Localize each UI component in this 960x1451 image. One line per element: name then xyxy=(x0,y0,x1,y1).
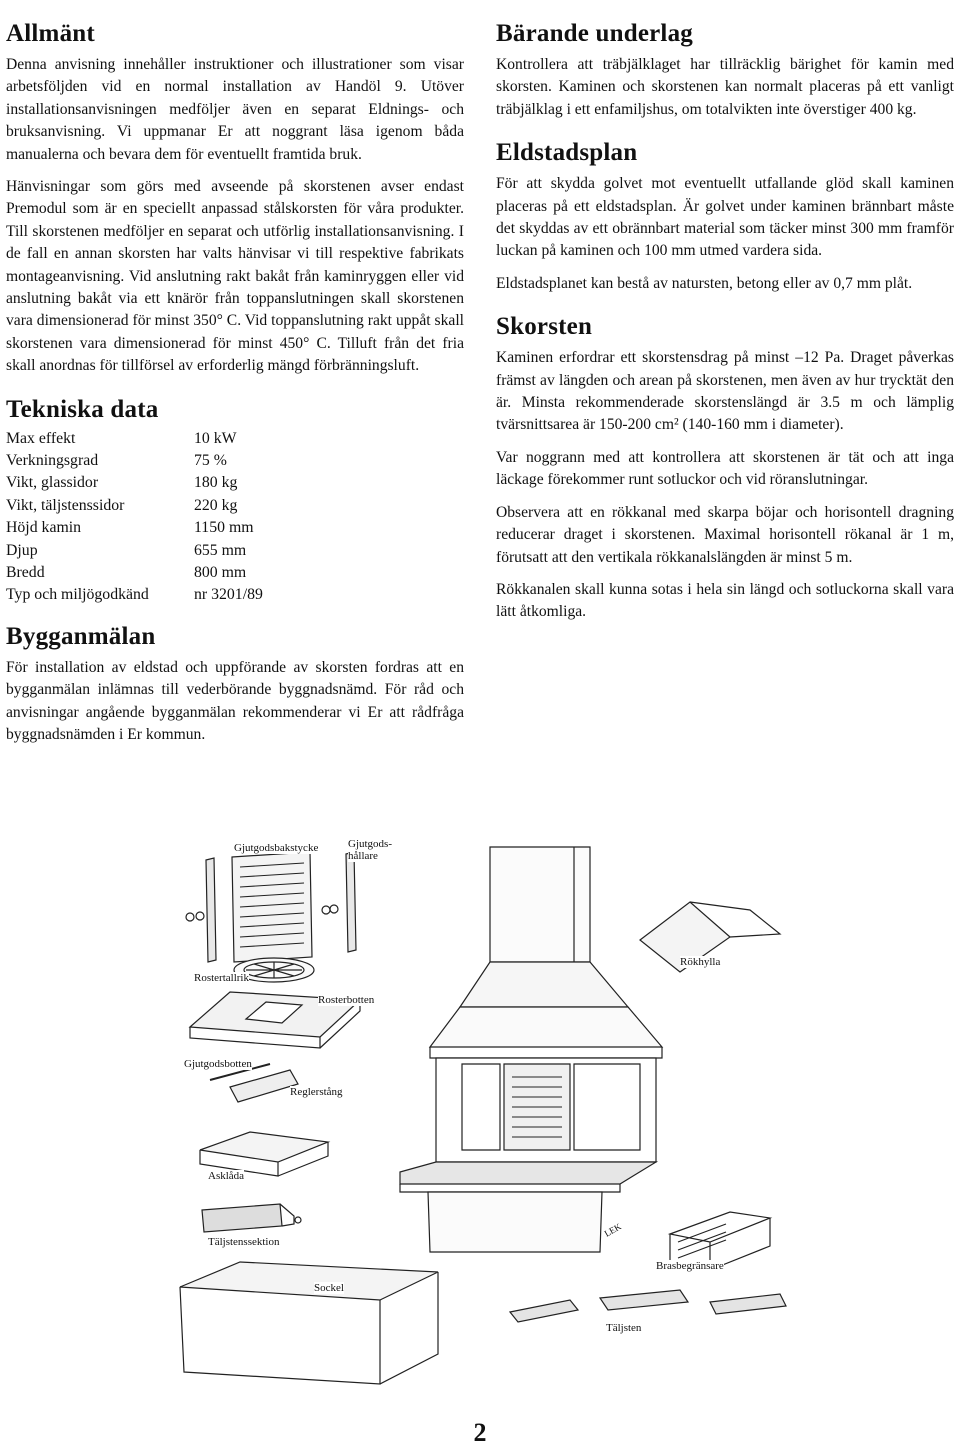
spec-value: 180 kg xyxy=(194,474,238,492)
spec-label: Max effekt xyxy=(6,429,76,447)
spec-label: Typ och miljögodkänd xyxy=(6,586,149,604)
label-gjutgodsbakstycke: Gjutgodsbakstycke xyxy=(234,842,319,854)
spec-row xyxy=(6,542,263,564)
bygganmalan-paragraph: För installation av eldstad och uppförande av skorsten fordras att en bygganmälan inlämnas till vederbörande byggnadsnämd. För råd och anvisningar angående bygganmälan rekommenderar vi Er att rådfråga byggnadsnämden i Er kommun. xyxy=(6,658,464,744)
label-asklada: Asklåda xyxy=(208,1170,245,1182)
allmant-paragraph-1: Denna anvisning innehåller instruktioner och illustrationer som visar arbetsföljden vid en normal installation av Handöl 9. Utöver installationsanvisningen medföljer även en separat Eldnings- och bruksanvisning. Vi uppmanar Er att noggrant läsa igenom båda manualerna och bevara dem för eventuellt framtida bruk. xyxy=(6,56,464,163)
spec-row xyxy=(6,519,263,541)
eldstadsplan-paragraph-1: För att skydda golvet mot eventuellt utfallande glöd skall kaminen placeras på ett eldstadsplan. Är golvet under kaminen brännbart måste det skyddas av ett obrännbart material som täcker minst 300 mm framför luckan på kaminen och 100 mm utmed vardera sida. xyxy=(496,175,954,260)
spec-label: Verkningsgrad xyxy=(6,452,99,470)
label-gjutgodshallare: Gjutgods- hållare xyxy=(348,838,392,862)
spec-value: nr 3201/89 xyxy=(194,586,263,604)
label-gjutgodsbotten: Gjutgodsbotten xyxy=(184,1058,252,1070)
label-taljstenssektion: Täljstenssektion xyxy=(208,1236,280,1248)
base-sockel-part xyxy=(180,1262,438,1384)
skorsten-paragraph-2: Var noggrann med att kontrollera att skorstenen är tät och att inga läckage förekommer runt sotluckor och vid röranslutningar. xyxy=(496,448,954,489)
spec-label: Vikt, täljstenssidor xyxy=(6,496,125,514)
spec-value: 655 mm xyxy=(194,541,247,559)
spec-value: 10 kW xyxy=(194,429,237,447)
label-reglerstang: Reglerstång xyxy=(290,1086,343,1098)
left-column xyxy=(6,20,464,756)
spec-row xyxy=(6,586,263,608)
label-sockel: Sockel xyxy=(314,1282,344,1294)
skorsten-paragraph-4: Rökkanalen skall kunna sotas i hela sin längd och sotluckorna skall vara lätt åtkomliga. xyxy=(496,580,954,621)
allmant-paragraph-2: Hänvisningar som görs med avseende på skorstenen avser endast Premodul som är en speciellt anpassad stålskorsten för våra produkter. Till skorstenen medföljer en separat och utförlig installationsanvisning. I de fall en annan skorsten har valts hänvisar vi till respektive fabrikats montageanvisning. Vid anslutning rakt bakåt från kaminryggen eller vid anslutning bakåt via ett knärör från toppanslutningen skall skorstenen vara dimensionerad för minst 350° C. Vid toppanslutning rakt uppåt skall skorstenen vara dimensionerad för minst 450° C. Tilluft från det fria skall anordnas för tillförsel av erforderlig mängd förbränningsluft. xyxy=(6,178,464,375)
skorsten-paragraph-1: Kaminen erfordrar ett skorstensdrag på minst –12 Pa. Draget påverkas främst av längden och arean på skorstenen, men även av hur trycktät den är. Minsta rekommenderade skorstenslängd är 3.5 m och lämplig tvärsnittsarea är 150-200 cm² (140-160 mm i diameter). xyxy=(496,349,954,434)
heading-barande-underlag: Bärande underlag xyxy=(496,20,693,47)
heading-tekniska-data: Tekniska data xyxy=(6,395,159,423)
spec-value: 220 kg xyxy=(194,496,238,514)
exploded-assembly-diagram xyxy=(170,832,960,1392)
tech-spec-table xyxy=(6,430,263,609)
soapstone-section-part xyxy=(202,1204,301,1232)
spec-label: Djup xyxy=(6,541,38,559)
page-number: 2 xyxy=(473,1418,487,1447)
spec-row xyxy=(6,474,263,496)
heading-bygganmalan: Bygganmälan xyxy=(6,622,156,650)
right-column xyxy=(496,20,954,634)
soapstone-slabs-part xyxy=(510,1290,786,1322)
heading-eldstadsplan: Eldstadsplan xyxy=(496,139,638,167)
label-rostertallrik: Rostertallrik xyxy=(194,972,249,984)
stove-assembly xyxy=(400,847,662,1252)
spec-value: 1150 mm xyxy=(194,519,254,537)
barande-paragraph: Kontrollera att träbjälklaget har tillräcklig bärighet för kamin med skorsten. Kaminen och skorstenen kan normalt placeras på ett vanligt träbjälklag i ett enfamiljshus, om totalvikten inte överstiger 400 kg. xyxy=(496,56,954,118)
spec-label: Vikt, glassidor xyxy=(6,474,99,492)
label-rokhylla: Rökhylla xyxy=(680,956,721,968)
spec-row xyxy=(6,564,263,586)
heading-skorsten: Skorsten xyxy=(496,313,593,341)
spec-row xyxy=(6,430,263,452)
label-taljsten: Täljsten xyxy=(606,1322,642,1334)
label-stamp: LEK xyxy=(602,1221,623,1239)
eldstadsplan-paragraph-2: Eldstadsplanet kan bestå av natursten, betong eller av 0,7 mm plåt. xyxy=(496,274,913,292)
spec-row xyxy=(6,452,263,474)
skorsten-paragraph-3: Observera att en rökkanal med skarpa böjar och horisontell dragning reducerar draget i skorstenen. Maximal horisontell rökanal är 1 m, förutsatt att den vertikala rökkanalslängden är minst 5 m. xyxy=(496,503,954,566)
heading-allmant: Allmänt xyxy=(6,20,95,47)
assembly-illustration xyxy=(170,832,960,1392)
spec-value: 800 mm xyxy=(194,564,247,582)
spec-label: Höjd kamin xyxy=(6,519,82,537)
spec-label: Bredd xyxy=(6,564,45,582)
spec-row xyxy=(6,497,263,519)
label-brasbegransare: Brasbegränsare xyxy=(656,1260,724,1272)
label-rosterbotten: Rosterbotten xyxy=(318,994,375,1006)
spec-value: 75 % xyxy=(194,452,227,470)
back-plate-part xyxy=(232,852,312,962)
